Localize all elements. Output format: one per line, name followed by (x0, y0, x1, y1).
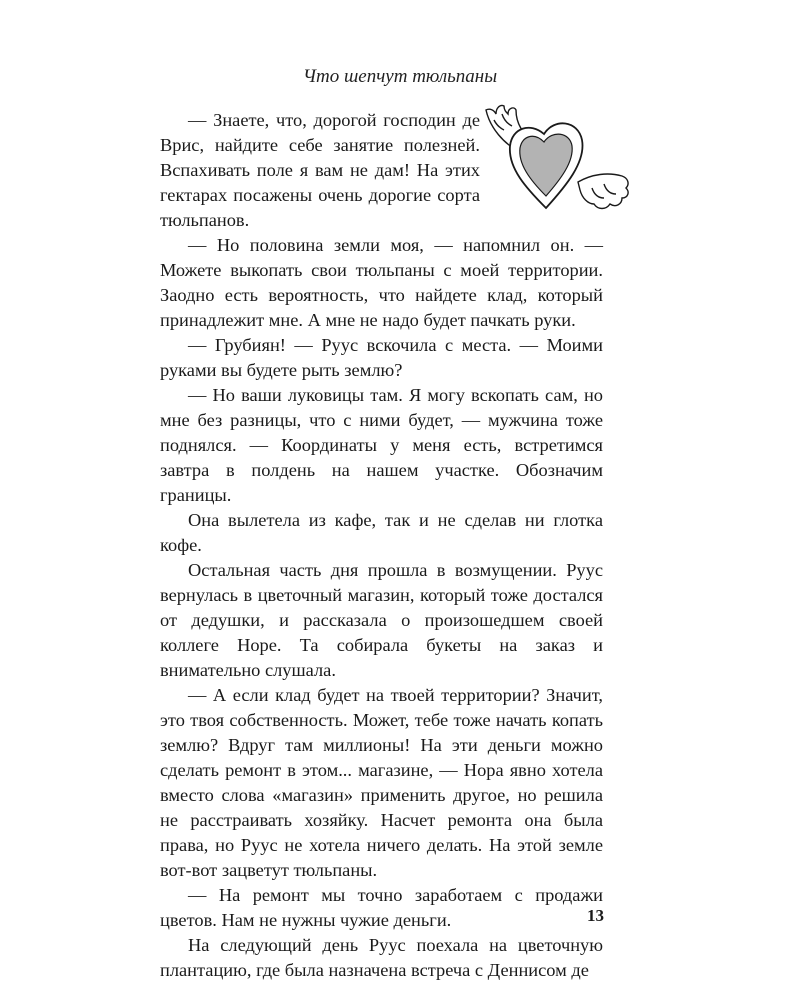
body-text (160, 108, 603, 983)
paragraph: Она вылетела из кафе, так и не сделав ни глотка кофе. (160, 510, 603, 555)
paragraph: — А если клад будет на твоей территории? Значит, это твоя собственность. Может, тебе тоже начать копать землю? Вдруг там миллионы! На эти деньги можно сделать ремонт в этом... магазине, — Нора явно хотела вместо слова «магазин» применить другое, но решила не расстраивать хозяйку. Насчет ремонта она была права, но Руус не хотела ничего делать. На этой земле вот-вот зацветут тюльпаны. (160, 685, 603, 880)
paragraph: — Грубиян! — Руус вскочила с места. — Моими руками вы будете рыть землю? (160, 335, 603, 380)
paragraph: — Но половина земли моя, — напомнил он. — Можете выкопать свои тюльпаны с моей территории. Заодно есть вероятность, что найдете клад, который принадлежит мне. А мне не надо будет пачкать руки. (160, 235, 603, 330)
page-number: 13 (587, 906, 604, 925)
paragraph: Остальная часть дня прошла в возмущении. Руус вернулась в цветочный магазин, который тоже достался от дедушки, и рассказала о произошедшем своей коллеге Норе. Та собирала букеты на заказ и внимательно слушала. (160, 560, 603, 680)
running-head: Что шепчут тюльпаны (302, 66, 498, 87)
paragraph: На следующий день Руус поехала на цветочную плантацию, где была назначена встреча с Деннисом де (160, 935, 603, 980)
paragraph: — На ремонт мы точно заработаем с продажи цветов. Нам не нужны чужие деньги. (160, 885, 603, 930)
paragraph: — Знаете, что, дорогой господин де Врис, найдите себе занятие полезней. Вспахивать поле я вам не дам! На этих гектарах посажены очень дорогие сорта тюльпанов. (160, 110, 480, 230)
paragraph: — Но ваши луковицы там. Я могу вскопать сам, но мне без разницы, что с ними будет, — мужчина тоже поднялся. — Координаты у меня есть, встретимся завтра в полдень на нашем участке. Обозначим границы. (160, 385, 603, 505)
